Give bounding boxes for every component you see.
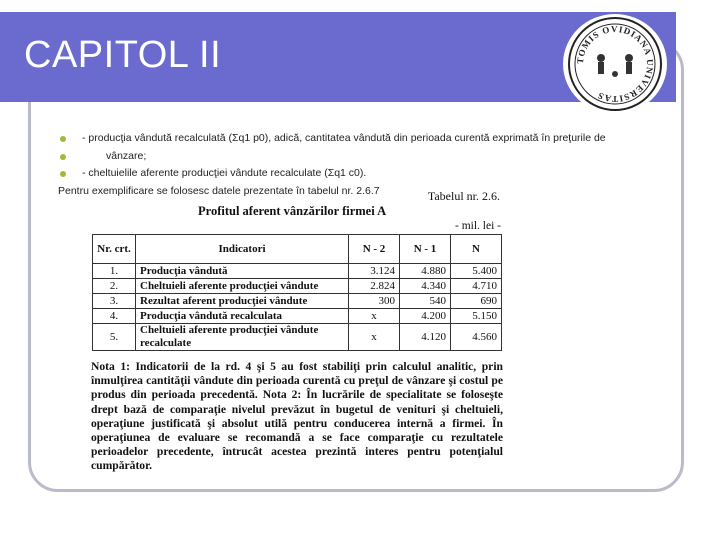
intro-line: Pentru exemplificare se folosesc datele prezentate în tabelul nr. 2.6.7 [58,184,380,197]
seal-figures-icon [597,54,633,77]
bullet-dot-icon [60,136,66,142]
table-row: 4. Producţia vândută recalculata x 4.200 5.150 [93,309,502,324]
table-unit: - mil. lei - [455,220,501,232]
table-number: Tabelul nr. 2.6. [427,189,500,203]
bullet-item: - cheltuielile aferente producţiei vândute recalculate (Σq1 c0). [58,165,606,183]
table-row: 3. Rezultat aferent producţiei vândute 300 540 690 [93,294,502,309]
scanned-table-image [85,183,515,488]
table-row: 2. Cheltuieli aferente producţiei vândute 2.824 4.340 4.710 [93,279,502,294]
table-header-row [93,235,502,264]
university-seal [563,14,667,114]
profit-table [92,234,502,351]
table-row: 1. Producţia vândută 3.124 4.880 5.400 [93,264,502,279]
bullet-item: - producţia vândută recalculată (Σq1 p0), adică, cantitatea vândută din perioada curentă exprimată în preţurile de [58,130,606,148]
header-nr: Nr. crt. [93,235,136,264]
slide-title: CAPITOL II [24,34,222,76]
seal-text: TOMIS OVIDIANA UNIVERSITAS [574,23,656,105]
table-notes: Nota 1: Indicatorii de la rd. 4 şi 5 au fost stabiliţi prin calculul analitic, prin înmulţirea cantităţii vândute din perioada curentă cu preţul de vânzare şi costul pe produs din perioada precedentă. Nota 2: În lucrările de specialitate se foloseşte drept bază de comparaţie nivelul prevăzut în bugetul de venituri şi cheltuieli, operaţiune justificată şi absolut utilă pentru conducerea internă a firmei. În operaţiunea de evaluare se recomandă a se face comparaţie cu rezultatele perioadelor precedente, întrucât acestea prezintă interes pentru potenţialul cumpărător. [91,360,503,473]
header-n1: N - 1 [400,235,451,264]
bullet-item: vânzare; [58,148,606,166]
bullet-dot-icon [60,171,66,177]
table-row: 5. Cheltuieli aferente producţiei vândute recalculate x 4.120 4.560 [93,324,502,351]
header-n2: N - 2 [349,235,400,264]
header-n: N [451,235,502,264]
table-title: Profitul aferent vânzărilor firmei A [198,204,387,218]
header-indicatori: Indicatori [136,235,349,264]
bullet-dot-icon [60,154,66,160]
